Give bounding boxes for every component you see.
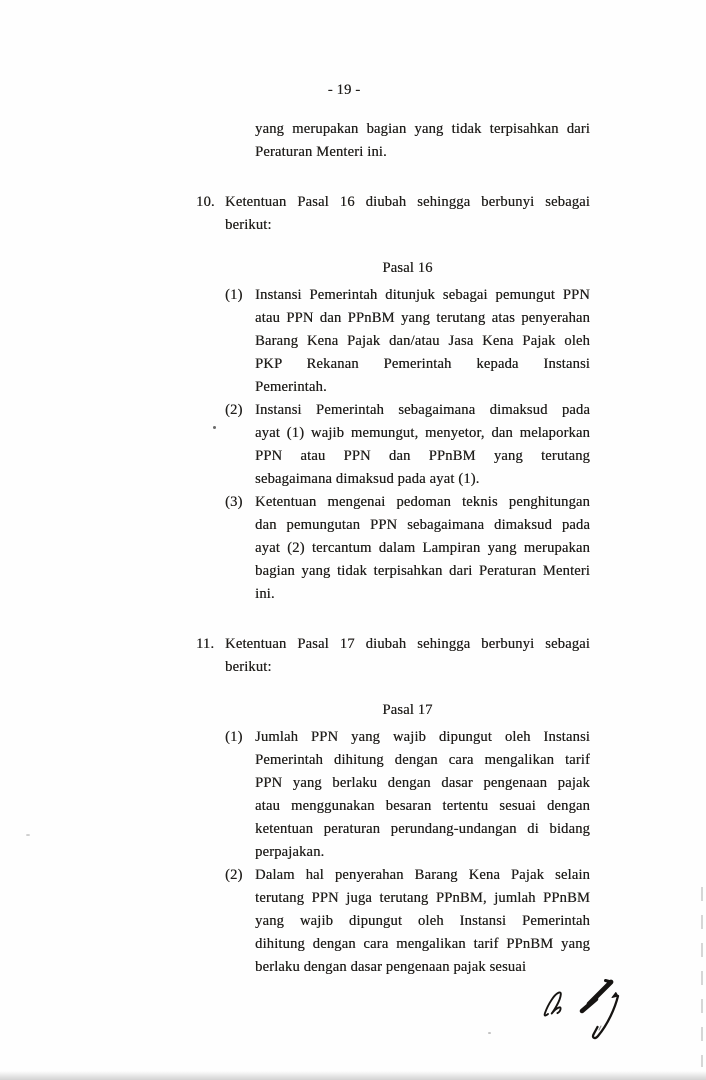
text-line: berlaku dengan dasar pengenaan pajak sesuai [255, 959, 527, 975]
item-number: 10. [196, 194, 215, 210]
text-line: terutang PPN juga terutang PPnBM, jumlah PPnBM [255, 890, 590, 906]
scan-artifact-edge-line [701, 887, 703, 1067]
clause-text [255, 491, 590, 606]
text-line: atau PPN dan PPnBM yang terutang atas penyerahan [255, 310, 590, 326]
text-line: bagian yang tidak terpisahkan dari Peraturan Menteri [255, 563, 590, 579]
pasal-17-clauses [225, 726, 590, 979]
text-line: Ketentuan Pasal 17 diubah sehingga berbunyi sebagai [225, 636, 590, 652]
clause-2 [225, 399, 590, 491]
text-line: berikut: [225, 659, 272, 675]
text-line: Pemerintah. [255, 379, 327, 395]
numbered-item-11 [196, 633, 590, 979]
clause-marker: (2) [225, 402, 243, 418]
document-body [196, 118, 590, 979]
item-intro-paragraph [225, 191, 590, 237]
text-line: ayat (1) wajib memungut, menyetor, dan melaporkan [255, 425, 590, 441]
clause-marker: (1) [225, 287, 243, 303]
clause-text [255, 399, 590, 491]
text-line: Pemerintah dihitung dengan cara mengalikan tarif [255, 752, 590, 768]
text-line: Instansi Pemerintah ditunjuk sebagai pemungut PPN [255, 287, 590, 303]
handwritten-initials [538, 974, 650, 1060]
text-line: PPN atau PPN dan PPnBM yang terutang [255, 448, 590, 464]
text-line: dihitung dengan cara mengalikan tarif PPnBM yang [255, 936, 590, 952]
scan-artifact-dot [488, 1032, 491, 1034]
numbered-item-10 [196, 191, 590, 606]
scan-artifact-dot [26, 834, 30, 836]
clause-marker: (3) [225, 494, 243, 510]
clause-marker: (2) [225, 867, 243, 883]
text-line: PPN yang berlaku dengan dasar pengenaan pajak [255, 775, 590, 791]
text-line: Instansi Pemerintah sebagaimana dimaksud pada [255, 402, 590, 418]
text-line: Jumlah PPN yang wajib dipungut oleh Instansi [255, 729, 590, 745]
text-line: sebagaimana dimaksud pada ayat (1). [255, 471, 480, 487]
text-line: ini. [255, 586, 275, 602]
clause-text [255, 726, 590, 864]
continuation-paragraph [255, 118, 590, 164]
page-number: - 19 - [327, 82, 361, 98]
text-line: Ketentuan Pasal 16 diubah sehingga berbunyi sebagai [225, 194, 590, 210]
clause-2 [225, 864, 590, 979]
text-line: Barang Kena Pajak dan/atau Jasa Kena Pajak oleh [255, 333, 590, 349]
item-intro-paragraph [225, 633, 590, 679]
text-line: Peraturan Menteri ini. [255, 144, 387, 160]
text-line: Dalam hal penyerahan Barang Kena Pajak selain [255, 867, 590, 883]
pasal-17-heading: Pasal 17 [382, 702, 433, 718]
text-line: berikut: [225, 217, 272, 233]
pasal-16-clauses [225, 284, 590, 606]
clause-marker: (1) [225, 729, 243, 745]
scan-artifact-bottom-shadow [0, 1071, 706, 1080]
text-line: ketentuan peraturan perundang-undangan di bidang [255, 821, 590, 837]
clause-text [255, 284, 590, 399]
item-number: 11. [196, 636, 215, 652]
text-line: perpajakan. [255, 844, 325, 860]
text-line: atau menggunakan besaran tertentu sesuai dengan [255, 798, 590, 814]
clause-1 [225, 726, 590, 864]
text-line: PKP Rekanan Pemerintah kepada Instansi [255, 356, 590, 372]
pasal-16-heading: Pasal 16 [382, 260, 433, 276]
scan-artifact-dot [213, 426, 216, 429]
text-line: yang merupakan bagian yang tidak terpisahkan dari [255, 121, 590, 137]
text-line: ayat (2) tercantum dalam Lampiran yang merupakan [255, 540, 590, 556]
clause-text [255, 864, 590, 979]
text-line: dan pemungutan PPN sebagaimana dimaksud pada [255, 517, 590, 533]
text-line: Ketentuan mengenai pedoman teknis penghitungan [255, 494, 590, 510]
clause-1 [225, 284, 590, 399]
clause-3 [225, 491, 590, 606]
text-line: yang wajib dipungut oleh Instansi Pemerintah [255, 913, 590, 929]
